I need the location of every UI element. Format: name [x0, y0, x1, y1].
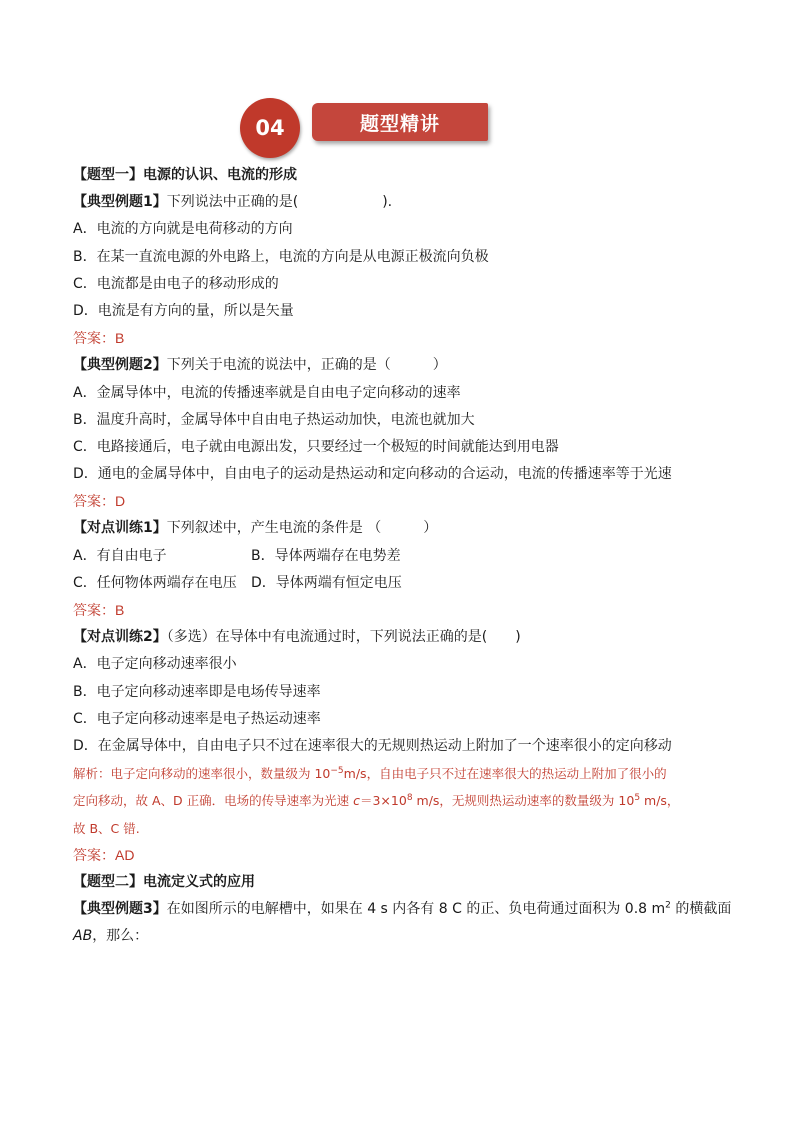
option-d: D．电流是有方向的量，所以是矢量: [73, 302, 294, 319]
section-title-ribbon: 题型精讲: [312, 103, 488, 141]
question-stem: [73, 515, 733, 542]
option-d: D．在金属导体中，自由电子只不过在速率很大的无规则热运动上附加了一个速率很小的定向移动: [73, 737, 672, 754]
question-label: 【对点训练1】: [73, 520, 167, 537]
answer-value: AD: [115, 846, 135, 863]
answer-label: 答案：: [73, 331, 115, 348]
question-text: ，那么：: [92, 928, 149, 945]
answer-line: [73, 325, 733, 352]
answer-label: 答案：: [73, 603, 115, 619]
option-a: A．金属导体中，电流的传播速率就是自由电子定向移动的速率: [73, 384, 461, 401]
answer-value: D: [115, 493, 126, 510]
explanation-line-2: [73, 787, 733, 814]
option-b: B．电子定向移动速率即是电场传导速率: [73, 683, 321, 700]
question-label: 【典型例题1】: [73, 194, 167, 211]
explanation-text: m/s，: [640, 793, 680, 809]
exponent: 8: [406, 793, 413, 804]
option-d: D．通电的金属导体中，自由电子的运动是热运动和定向移动的合运动，电流的传播速率等于光速: [73, 466, 672, 483]
answer-value: B: [115, 330, 125, 347]
option-c: C．任何物体两端存在电压: [73, 574, 237, 591]
question-label: 【对点训练2】: [73, 629, 167, 646]
answer-line: [73, 488, 733, 515]
explanation-text: m/s，自由电子只不过在速率很大的热运动上附加了很小的: [343, 766, 667, 782]
question-text: 下列关于电流的说法中，正确的是（ ）: [166, 357, 447, 374]
section-title: 【题型二】电流定义式的应用: [73, 873, 255, 890]
question-label: 【典型例题3】: [73, 901, 167, 918]
explanation-line-3: 故 B、C 错.: [73, 820, 140, 836]
exponent: 5: [634, 793, 641, 804]
variable: c: [353, 793, 360, 809]
explanation-line-1: [73, 760, 733, 787]
question-text: 下列说法中正确的是( ).: [166, 194, 393, 211]
answer-label: 答案：: [73, 847, 115, 864]
option-a: A．电流的方向就是电荷移动的方向: [73, 221, 293, 238]
option-row: [73, 543, 733, 570]
option-c: C．电子定向移动速率是电子热运动速率: [73, 710, 321, 727]
option-c: C．电路接通后，电子就由电源出发，只要经过一个极短的时间就能达到用电器: [73, 438, 559, 455]
option-d: D．导体两端有恒定电压: [251, 574, 402, 591]
explanation-text: m/s，无规则热运动速率的数量级为 10: [412, 793, 635, 809]
explanation-text: 解析：电子定向移动的速率很小，数量级为 10: [73, 766, 331, 782]
option-c: C．电流都是由电子的移动形成的: [73, 275, 279, 292]
option-a: A．电子定向移动速率很小: [73, 656, 237, 673]
option-b: B．导体两端存在电势差: [251, 547, 401, 564]
question-stem: [73, 896, 733, 923]
option-b: B．温度升高时，金属导体中自由电子热运动加快，电流也就加大: [73, 411, 475, 428]
question-continuation: [73, 923, 733, 950]
question-stem: [73, 352, 733, 379]
explanation-text: ＝3×10: [359, 793, 407, 809]
section-title: 【题型一】电源的认识、电流的形成: [73, 167, 297, 183]
option-row: [73, 570, 733, 597]
exponent: −5: [330, 765, 344, 776]
question-text: （多选）在导体中有电流通过时，下列说法正确的是( ): [166, 629, 521, 646]
answer-value: B: [115, 602, 125, 618]
question-stem: [73, 624, 733, 651]
question-stem: [73, 189, 733, 216]
question-text: 在如图所示的电解槽中，如果在 4 s 内各有 8 C 的正、负电荷通过面积为 0.8 m: [166, 901, 666, 918]
answer-line: [73, 597, 733, 624]
question-label: 【典型例题2】: [73, 357, 167, 374]
exponent: 2: [665, 900, 671, 911]
section-number-badge: 04: [240, 98, 300, 158]
option-a: A．有自由电子: [73, 547, 167, 564]
variable: AB: [73, 928, 93, 945]
explanation-text: 定向移动，故 A、D 正确．电场的传导速率为光速: [73, 793, 354, 809]
section-header: [240, 98, 492, 158]
question-text: 的横截面: [670, 901, 732, 918]
option-b: B．在某一直流电源的外电路上，电流的方向是从电源正极流向负极: [73, 248, 489, 265]
answer-line: [73, 842, 733, 869]
document-body: [73, 162, 733, 950]
answer-label: 答案：: [73, 494, 115, 511]
question-text: 下列叙述中，产生电流的条件是 （ ）: [166, 520, 438, 537]
